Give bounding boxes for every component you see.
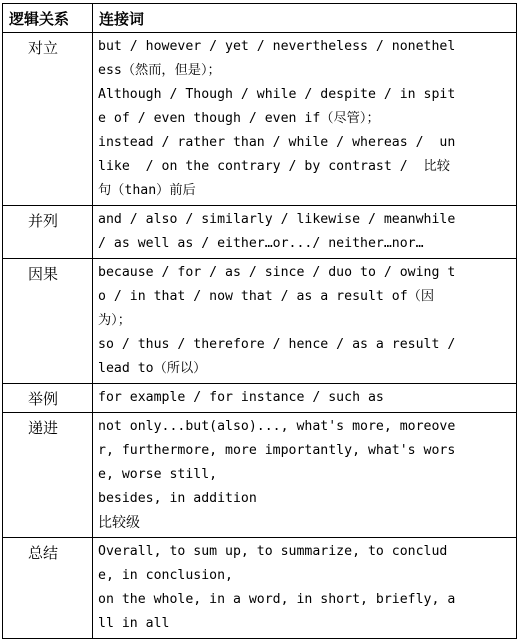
- header-connectives: 连接词: [93, 4, 517, 33]
- connective-line: like / on the contrary / by contrast / 比较: [98, 159, 450, 174]
- connective-line: e, in conclusion,: [98, 568, 233, 583]
- header-logic-relation: 逻辑关系: [3, 4, 93, 33]
- category-cell: 对立: [3, 33, 93, 206]
- connective-line: lead to（所以）: [98, 361, 207, 376]
- category-cell: 因果: [3, 259, 93, 384]
- table-row-progression: [3, 413, 517, 538]
- category-cell: 并列: [3, 206, 93, 259]
- connective-line: so / thus / therefore / hence / as a result /: [98, 337, 456, 352]
- connective-line: o / in that / now that / as a result of（因: [98, 289, 435, 304]
- category-cell: 总结: [3, 538, 93, 639]
- connectives-cell: [93, 413, 517, 538]
- header-row: [3, 4, 517, 33]
- connective-line: on the whole, in a word, in short, briefly, a: [98, 592, 456, 607]
- connective-line: instead / rather than / while / whereas / un: [98, 135, 456, 150]
- table-row-parallel: [3, 206, 517, 259]
- connective-line: 句（than）前后: [98, 183, 196, 198]
- table-row-summary: [3, 538, 517, 639]
- table-row-cause-effect: [3, 259, 517, 384]
- connective-line: ll in all: [98, 616, 170, 631]
- connective-line: / as well as / either…or.../ neither…nor…: [98, 236, 424, 251]
- connective-line: Overall, to sum up, to summarize, to conclud: [98, 544, 448, 559]
- connective-line: r, furthermore, more importantly, what's wors: [98, 443, 456, 458]
- category-cell: 举例: [3, 384, 93, 413]
- category-cell: 递进: [3, 413, 93, 538]
- connective-line: ess（然而，但是）；: [98, 63, 221, 78]
- connective-line: not only...but(also)..., what's more, moreove: [98, 419, 456, 434]
- connective-line: e, worse still,: [98, 467, 218, 482]
- connective-line: but / however / yet / nevertheless / nonethel: [98, 39, 456, 54]
- connectives-table: [2, 3, 517, 639]
- connectives-cell: [93, 33, 517, 206]
- connectives-cell: [93, 259, 517, 384]
- table-row-example: [3, 384, 517, 413]
- connective-line: Although / Though / while / despite / in spit: [98, 87, 456, 102]
- connectives-cell: [93, 384, 517, 413]
- connective-line: because / for / as / since / duo to / owing t: [98, 265, 456, 280]
- connectives-cell: [93, 206, 517, 259]
- connective-line: 为）；: [98, 313, 131, 328]
- connective-line: for example / for instance / such as: [98, 390, 384, 405]
- connective-line: besides, in addition: [98, 491, 257, 506]
- connectives-cell: [93, 538, 517, 639]
- table-row-contrast: [3, 33, 517, 206]
- connective-line: e of / even though / even if（尽管）；: [98, 111, 380, 126]
- connective-line: 比较级: [98, 515, 140, 531]
- connective-line: and / also / similarly / likewise / meanwhile: [98, 212, 456, 227]
